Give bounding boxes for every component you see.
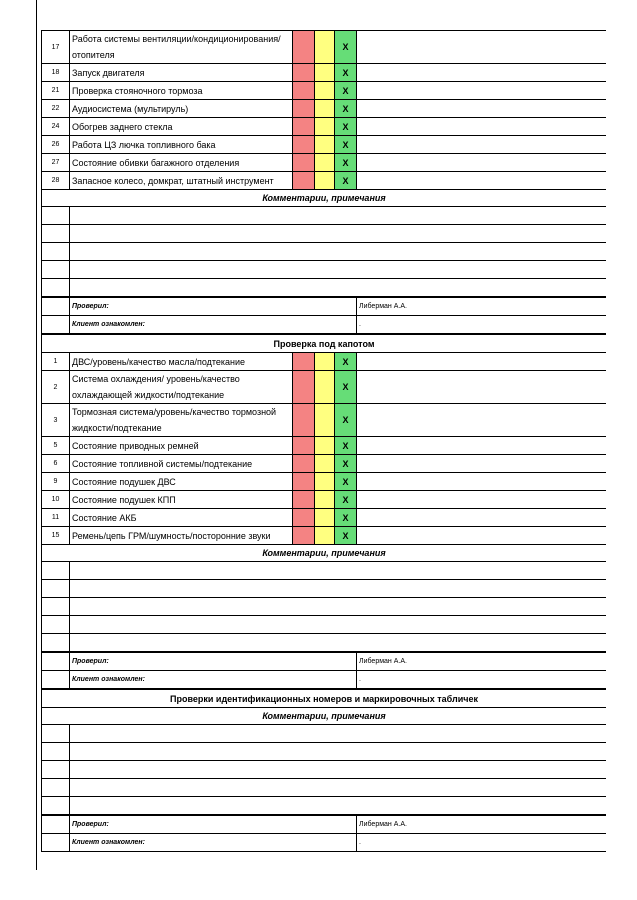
checked-by-label: Проверил: (70, 815, 357, 834)
check-name: Состояние приводных ремней (70, 437, 293, 455)
empty-cell (357, 437, 607, 455)
client-value[interactable]: . (357, 316, 607, 335)
status-green-cell[interactable]: X (335, 509, 357, 527)
status-yellow-cell[interactable] (315, 455, 335, 473)
status-green-cell[interactable]: X (335, 455, 357, 473)
client-label: Клиент ознакомлен: (70, 834, 357, 852)
empty-cell (357, 473, 607, 491)
empty-cell (357, 136, 607, 154)
checked-by-value[interactable]: Либерман А.А. (357, 652, 607, 671)
client-label: Клиент ознакомлен: (70, 671, 357, 690)
status-red-cell[interactable] (293, 154, 315, 172)
status-red-cell[interactable] (293, 64, 315, 82)
status-green-cell[interactable]: X (335, 437, 357, 455)
empty-cell (357, 64, 607, 82)
section-ident-title: Проверки идентификационных номеров и маркировочных табличек (42, 689, 607, 708)
check-row (42, 154, 607, 172)
row-number: 2 (42, 371, 70, 404)
status-red-cell[interactable] (293, 31, 315, 64)
empty-cell (357, 455, 607, 473)
row-number: 24 (42, 118, 70, 136)
status-yellow-cell[interactable] (315, 154, 335, 172)
check-name: Обогрев заднего стекла (70, 118, 293, 136)
status-green-cell[interactable]: X (335, 473, 357, 491)
comment-line[interactable] (42, 743, 607, 761)
check-name: Ремень/цепь ГРМ/шумность/посторонние звуки (70, 527, 293, 545)
status-yellow-cell[interactable] (315, 509, 335, 527)
status-red-cell[interactable] (293, 82, 315, 100)
comment-line[interactable] (42, 779, 607, 797)
empty-cell (357, 154, 607, 172)
status-green-cell[interactable]: X (335, 154, 357, 172)
status-green-cell[interactable]: X (335, 100, 357, 118)
section-hood-title: Проверка под капотом (42, 334, 607, 353)
client-value[interactable]: . (357, 671, 607, 690)
status-green-cell[interactable]: X (335, 404, 357, 437)
client-label: Клиент ознакомлен: (70, 316, 357, 335)
check-name: Запасное колесо, домкрат, штатный инструмент (70, 172, 293, 190)
status-yellow-cell[interactable] (315, 100, 335, 118)
comments-heading: Комментарии, примечания (42, 545, 607, 562)
check-row (42, 371, 607, 404)
status-green-cell[interactable]: X (335, 527, 357, 545)
status-red-cell[interactable] (293, 437, 315, 455)
check-name: Состояние обивки багажного отделения (70, 154, 293, 172)
comment-line[interactable] (42, 616, 607, 634)
check-row (42, 491, 607, 509)
client-row (42, 316, 607, 335)
status-yellow-cell[interactable] (315, 527, 335, 545)
comment-line[interactable] (42, 261, 607, 279)
status-green-cell[interactable]: X (335, 64, 357, 82)
status-red-cell[interactable] (293, 100, 315, 118)
check-row (42, 31, 607, 64)
status-green-cell[interactable]: X (335, 353, 357, 371)
row-number: 27 (42, 154, 70, 172)
inspection-sheet (41, 30, 606, 852)
empty-cell (357, 371, 607, 404)
check-name: Система охлаждения/ уровень/качество охлаждающей жидкости/подтекание (70, 371, 293, 404)
check-row (42, 437, 607, 455)
inspection-table (41, 30, 606, 852)
row-number: 26 (42, 136, 70, 154)
row-number: 5 (42, 437, 70, 455)
empty-cell (357, 527, 607, 545)
status-green-cell[interactable]: X (335, 491, 357, 509)
page-left-border (36, 0, 37, 870)
comment-line[interactable] (42, 207, 607, 225)
check-row (42, 82, 607, 100)
comments-heading: Комментарии, примечания (42, 708, 607, 725)
empty-cell (357, 491, 607, 509)
status-red-cell[interactable] (293, 509, 315, 527)
check-name: ДВС/уровень/качество масла/подтекание (70, 353, 293, 371)
status-green-cell[interactable]: X (335, 172, 357, 190)
comment-line[interactable] (42, 797, 607, 816)
status-green-cell[interactable]: X (335, 118, 357, 136)
client-value[interactable]: . (357, 834, 607, 852)
status-red-cell[interactable] (293, 491, 315, 509)
comment-line[interactable] (42, 761, 607, 779)
status-red-cell[interactable] (293, 172, 315, 190)
status-red-cell[interactable] (293, 527, 315, 545)
check-row (42, 136, 607, 154)
row-number: 28 (42, 172, 70, 190)
status-yellow-cell[interactable] (315, 172, 335, 190)
status-green-cell[interactable]: X (335, 136, 357, 154)
empty-cell (357, 31, 607, 64)
status-red-cell[interactable] (293, 371, 315, 404)
status-red-cell[interactable] (293, 473, 315, 491)
row-number: 6 (42, 455, 70, 473)
checked-by-row (42, 297, 607, 316)
status-red-cell[interactable] (293, 136, 315, 154)
check-row (42, 509, 607, 527)
check-name: Состояние подушек ДВС (70, 473, 293, 491)
check-row (42, 404, 607, 437)
row-number: 21 (42, 82, 70, 100)
comment-line[interactable] (42, 225, 607, 243)
empty-cell (357, 509, 607, 527)
client-row (42, 834, 607, 852)
row-number: 1 (42, 353, 70, 371)
check-row (42, 455, 607, 473)
row-number: 3 (42, 404, 70, 437)
status-red-cell[interactable] (293, 118, 315, 136)
checked-by-row (42, 652, 607, 671)
comment-line[interactable] (42, 279, 607, 298)
empty-cell (357, 118, 607, 136)
checked-by-label: Проверил: (70, 297, 357, 316)
status-yellow-cell[interactable] (315, 437, 335, 455)
comment-line[interactable] (42, 580, 607, 598)
status-green-cell[interactable]: X (335, 371, 357, 404)
status-yellow-cell[interactable] (315, 491, 335, 509)
check-row (42, 353, 607, 371)
check-name: Работа ЦЗ лючка топливного бака (70, 136, 293, 154)
check-row (42, 118, 607, 136)
comment-line[interactable] (42, 634, 607, 653)
check-row (42, 473, 607, 491)
row-number: 18 (42, 64, 70, 82)
empty-cell (357, 82, 607, 100)
comment-line[interactable] (42, 725, 607, 743)
row-number: 15 (42, 527, 70, 545)
status-yellow-cell[interactable] (315, 64, 335, 82)
checked-by-value[interactable]: Либерман А.А. (357, 815, 607, 834)
status-yellow-cell[interactable] (315, 473, 335, 491)
status-green-cell[interactable]: X (335, 31, 357, 64)
check-name: Запуск двигателя (70, 64, 293, 82)
row-number: 9 (42, 473, 70, 491)
comments-heading: Комментарии, примечания (42, 190, 607, 207)
status-red-cell[interactable] (293, 353, 315, 371)
empty-cell (357, 404, 607, 437)
row-number: 17 (42, 31, 70, 64)
row-number: 22 (42, 100, 70, 118)
status-red-cell[interactable] (293, 455, 315, 473)
status-yellow-cell[interactable] (315, 371, 335, 404)
checked-by-label: Проверил: (70, 652, 357, 671)
status-yellow-cell[interactable] (315, 118, 335, 136)
comment-line[interactable] (42, 243, 607, 261)
client-row (42, 671, 607, 690)
comment-line[interactable] (42, 562, 607, 580)
check-name: Проверка стояночного тормоза (70, 82, 293, 100)
check-name: Состояние топливной системы/подтекание (70, 455, 293, 473)
row-number: 11 (42, 509, 70, 527)
row-number: 10 (42, 491, 70, 509)
status-yellow-cell[interactable] (315, 31, 335, 64)
status-yellow-cell[interactable] (315, 136, 335, 154)
check-row (42, 100, 607, 118)
status-yellow-cell[interactable] (315, 353, 335, 371)
check-name: Аудиосистема (мультируль) (70, 100, 293, 118)
status-yellow-cell[interactable] (315, 404, 335, 437)
check-name: Тормозная система/уровень/качество тормозной жидкости/подтекание (70, 404, 293, 437)
check-name: Состояние АКБ (70, 509, 293, 527)
checked-by-row (42, 815, 607, 834)
status-yellow-cell[interactable] (315, 82, 335, 100)
empty-cell (357, 172, 607, 190)
check-row (42, 64, 607, 82)
check-row (42, 527, 607, 545)
check-name: Состояние подушек КПП (70, 491, 293, 509)
empty-cell (357, 353, 607, 371)
empty-cell (357, 100, 607, 118)
status-red-cell[interactable] (293, 404, 315, 437)
comment-line[interactable] (42, 598, 607, 616)
status-green-cell[interactable]: X (335, 82, 357, 100)
checked-by-value[interactable]: Либерман А.А. (357, 297, 607, 316)
check-name: Работа системы вентиляции/кондиционирования/ отопителя (70, 31, 293, 64)
check-row (42, 172, 607, 190)
